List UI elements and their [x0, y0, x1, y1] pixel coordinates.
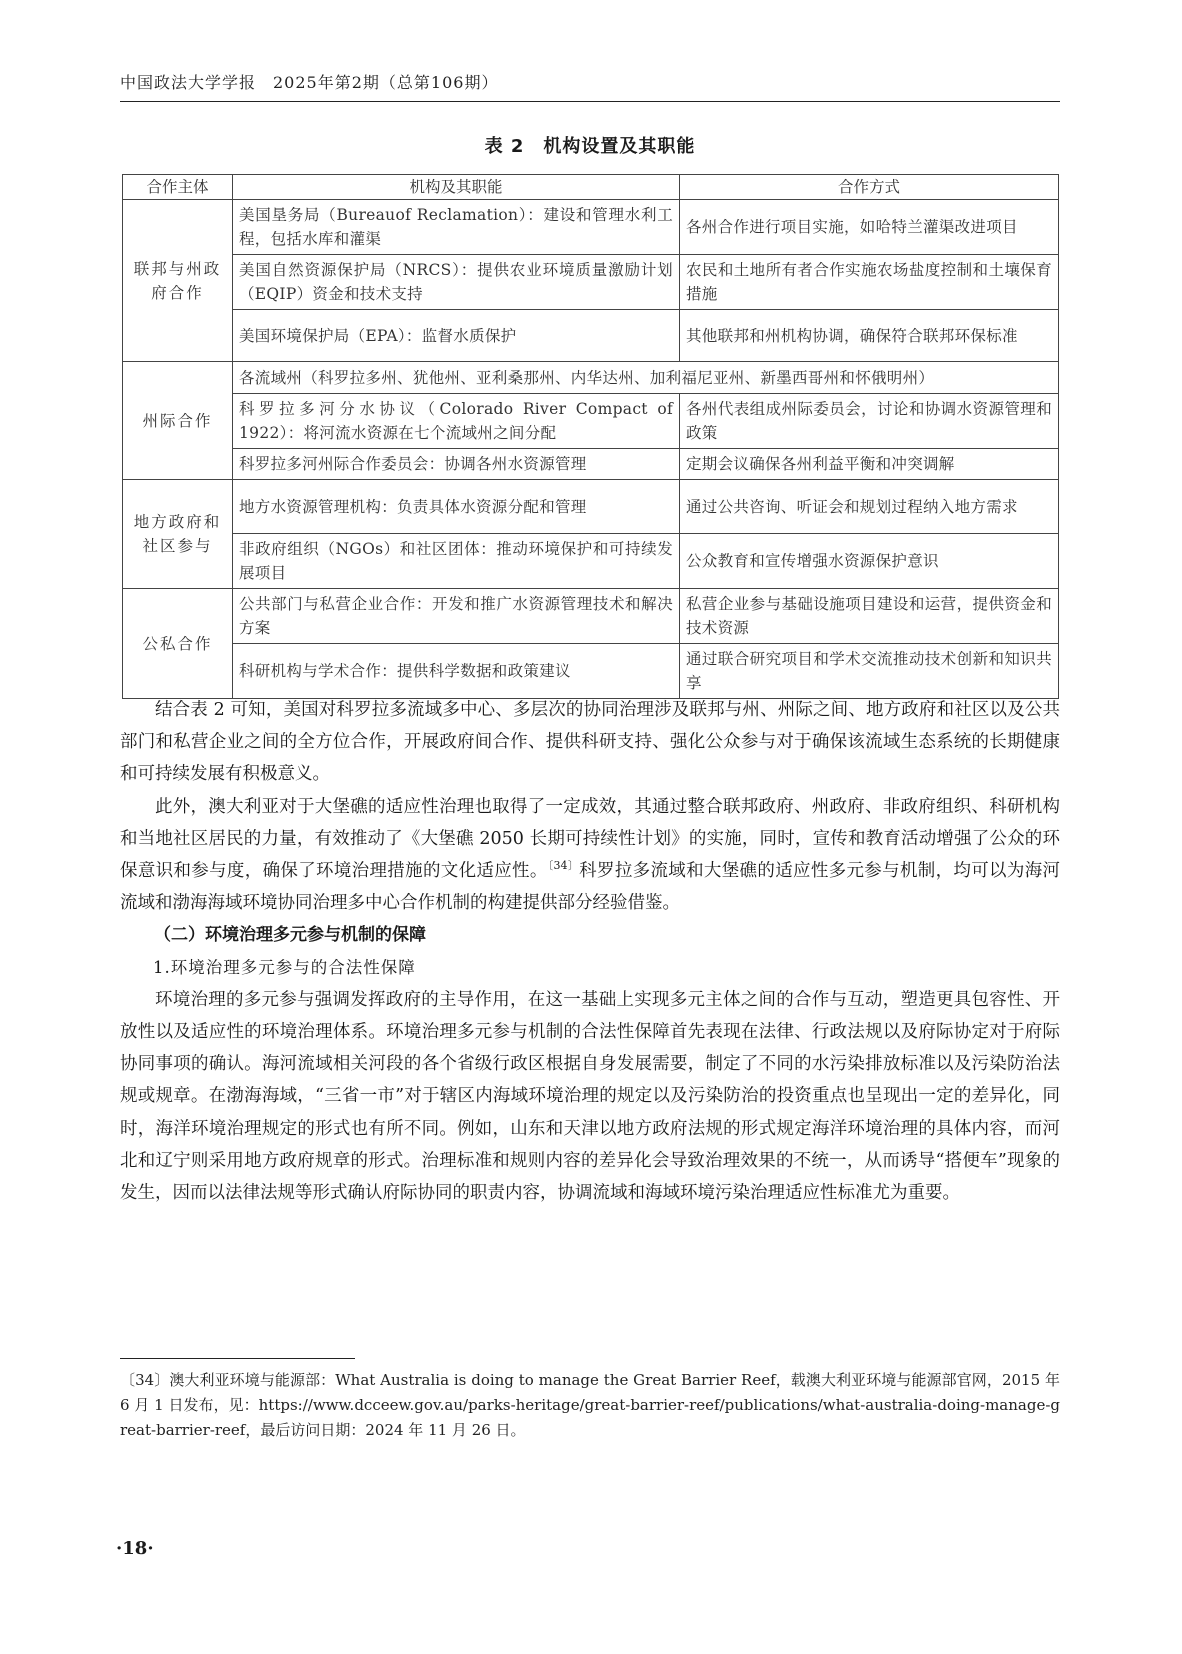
- mode-cell: 私营企业参与基础设施项目建设和运营，提供资金和技术资源: [680, 589, 1059, 644]
- subsection-heading: 1.环境治理多元参与的合法性保障: [153, 957, 416, 977]
- function-cell: 科罗拉多河州际合作委员会：协调各州水资源管理: [233, 449, 680, 480]
- table-row: [123, 200, 1059, 255]
- table-header-row: [123, 175, 1059, 200]
- table-row: [123, 449, 1059, 480]
- function-cell: 科罗拉多河分水协议（Colorado River Compact of 1922）：将河流水资源在七个流域州之间分配: [233, 394, 680, 449]
- party-cell: 州际合作: [123, 362, 233, 480]
- function-cell: 地方水资源管理机构：负责具体水资源分配和管理: [233, 480, 680, 534]
- paragraph: [120, 791, 1060, 920]
- table-row: [123, 589, 1059, 644]
- span-cell: 各流域州（科罗拉多州、犹他州、亚利桑那州、内华达州、加利福尼亚州、新墨西哥州和怀俄明州）: [233, 362, 1059, 394]
- mode-cell: 农民和土地所有者合作实施农场盐度控制和土壤保育措施: [680, 255, 1059, 310]
- paragraph: 环境治理的多元参与强调发挥政府的主导作用，在这一基础上实现多元主体之间的合作与互动，塑造更具包容性、开放性以及适应性的环境治理体系。环境治理多元参与机制的合法性保障首先表现在法律、行政法规以及府际协定对于府际协同事项的确认。海河流域相关河段的各个省级行政区根据自身发展需要，制定了不同的水污染排放标准以及污染防治法规或规章。在渤海海域，“三省一市”对于辖区内海域环境治理的规定以及污染防治的投资重点也呈现出一定的差异化，同时，海洋环境治理规定的形式也有所不同。例如，山东和天津以地方政府法规的形式规定海洋环境治理的具体内容，而河北和辽宁则采用地方政府规章的形式。治理标准和规则内容的差异化会导致治理效果的不统一，从而诱导“搭便车”现象的发生，因而以法律法规等形式确认府际协同的职责内容，协调流域和海域环境污染治理适应性标准尤为重要。: [120, 989, 1060, 1204]
- column-header: 合作方式: [680, 175, 1059, 200]
- function-cell: 公共部门与私营企业合作：开发和推广水资源管理技术和解决方案: [233, 589, 680, 644]
- footnote-ref[interactable]: 〔34〕: [547, 859, 580, 873]
- function-cell: 美国垦务局（Bureauof Reclamation）：建设和管理水利工程，包括水库和灌渠: [233, 200, 680, 255]
- table-row: [123, 644, 1059, 699]
- party-cell: 地方政府和社区参与: [123, 480, 233, 589]
- institution-table: [122, 174, 1059, 699]
- table-row: [123, 480, 1059, 534]
- function-cell: 美国自然资源保护局（NRCS）：提供农业环境质量激励计划（EQIP）资金和技术支持: [233, 255, 680, 310]
- table-row: [123, 310, 1059, 362]
- function-cell: 科研机构与学术合作：提供科学数据和政策建议: [233, 644, 680, 699]
- mode-cell: 其他联邦和州机构协调，确保符合联邦环保标准: [680, 310, 1059, 362]
- table-row: [123, 362, 1059, 394]
- function-cell: 非政府组织（NGOs）和社区团体：推动环境保护和可持续发展项目: [233, 534, 680, 589]
- function-cell: 美国环境保护局（EPA）：监督水质保护: [233, 310, 680, 362]
- mode-cell: 通过公共咨询、听证会和规划过程纳入地方需求: [680, 480, 1059, 534]
- column-header: 合作主体: [123, 175, 233, 200]
- table-row: [123, 394, 1059, 449]
- paragraph: 结合表 2 可知，美国对科罗拉多流域多中心、多层次的协同治理涉及联邦与州、州际之间、地方政府和社区以及公共部门和私营企业之间的全方位合作，开展政府间合作、提供科研支持、强化公众参与对于确保该流域生态系统的长期健康和可持续发展有积极意义。: [120, 700, 1060, 785]
- mode-cell: 各州合作进行项目实施，如哈特兰灌渠改进项目: [680, 200, 1059, 255]
- mode-cell: 通过联合研究项目和学术交流推动技术创新和知识共享: [680, 644, 1059, 699]
- table-caption: 表 2 机构设置及其职能: [484, 136, 696, 157]
- header-rule: [120, 101, 1060, 102]
- column-header: 机构及其职能: [233, 175, 680, 200]
- footnote: 〔34〕澳大利亚环境与能源部：What Australia is doing to manage the Great Barrier Reef，载澳大利亚环境与能源部官网，2015 年 6 月 1 日发布，见：https://www.dcceew.gov.au/parks-heritage/great-barrier-reef/publications/what-australia-doing-manage-great-barrier-reef，最后访问日期：2024 年 11 月 26 日。: [120, 1371, 1060, 1439]
- table-row: [123, 534, 1059, 589]
- paragraph-text: 科罗拉多流域和大堡礁的适应性多元参与机制，均可以为海河流域和渤海海域环境协同治理多中心合作机制的构建提供部分经验借鉴。: [120, 861, 1061, 914]
- table-row: [123, 255, 1059, 310]
- party-cell: 公私合作: [123, 589, 233, 699]
- body-text: [120, 694, 1060, 1209]
- running-header: 中国政法大学学报 2025年第2期（总第106期）: [120, 73, 499, 92]
- mode-cell: 公众教育和宣传增强水资源保护意识: [680, 534, 1059, 589]
- mode-cell: 定期会议确保各州利益平衡和冲突调解: [680, 449, 1059, 480]
- mode-cell: 各州代表组成州际委员会，讨论和协调水资源管理和政策: [680, 394, 1059, 449]
- paragraph-text: 此外，澳大利亚对于大堡礁的适应性治理也取得了一定成效，其通过整合联邦政府、州政府、非政府组织、科研机构和当地社区居民的力量，有效推动了《大堡礁 2050 长期可持续性计划》的实施，同时，宣传和教育活动增强了公众的环保意识和参与度，确保了环境治理措施的文化适应性。: [120, 796, 1060, 882]
- page-number: ·18·: [116, 1538, 154, 1559]
- footnote-rule: [120, 1358, 355, 1359]
- party-cell: 联邦与州政府合作: [123, 200, 233, 362]
- section-heading: （二）环境治理多元参与机制的保障: [154, 925, 426, 946]
